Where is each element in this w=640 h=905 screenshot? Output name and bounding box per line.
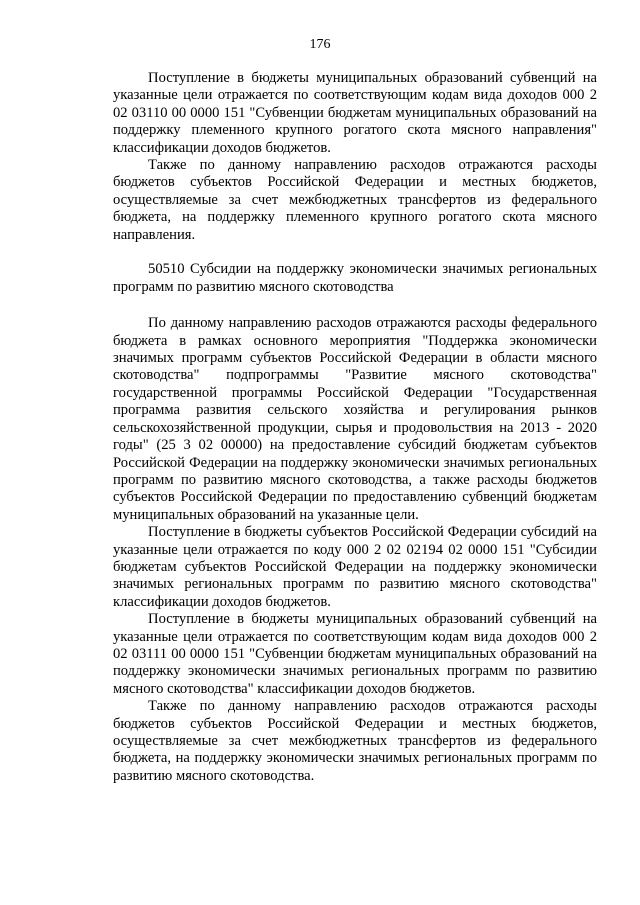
paragraph-municipal-subventions: Поступление в бюджеты муниципальных образований субвенций на указанные цели отражается по соответствующим кодам вида доходов 000 2 02 03110 00 0000 151 "Субвенции бюджетам муниципальных образований на поддержку племенного крупного рогатого скота мясного направления" классификации доходов бюджетов. <box>113 70 597 156</box>
paragraph-regional-expenses: Также по данному направлению расходов отражаются расходы бюджетов субъектов Российской Федерации и местных бюджетов, осуществляемые за счет межбюджетных трансфертов из федерального бюджета, на поддержку племенного крупного рогатого скота мясного направления. <box>113 157 597 243</box>
section-heading-50510: 50510 Субсидии на поддержку экономически значимых региональных программ по развитию мясного скотоводства <box>113 261 597 295</box>
spacer <box>113 244 597 261</box>
document-body <box>113 70 597 785</box>
paragraph-regional-subsidies: Поступление в бюджеты субъектов Российской Федерации субсидий на указанные цели отражается по коду 000 2 02 02194 02 0000 151 "Субсидии бюджетам субъектов Российской Федерации на поддержку экономически значимых региональных программ по развитию мясного скотоводства" классификации доходов бюджетов. <box>113 524 597 610</box>
paragraph-regional-expenses-2: Также по данному направлению расходов отражаются расходы бюджетов субъектов Российской Федерации и местных бюджетов, осуществляемые за счет межбюджетных трансфертов из федерального бюджета, на поддержку экономически значимых региональных программ по развитию мясного скотоводства. <box>113 698 597 784</box>
paragraph-federal-expenses: По данному направлению расходов отражаются расходы федерального бюджета в рамках основного мероприятия "Поддержка экономически значимых программ субъектов Российской Федерации в области мясного скотоводства" подпрограммы "Развитие мясного скотоводства" государственной программы Российской Федерации "Государственная программа развития сельского хозяйства и регулирования рынков сельскохозяйственной продукции, сырья и продовольствия на 2013 - 2020 годы" (25 3 02 00000) на предоставление субсидий бюджетам субъектов Российской Федерации на поддержку экономически значимых региональных программ по развитию мясного скотоводства, а также расходы бюджетов субъектов Российской Федерации по предоставлению субвенций бюджетам муниципальных образований на указанные цели. <box>113 315 597 523</box>
spacer <box>113 296 597 315</box>
paragraph-municipal-subventions-2: Поступление в бюджеты муниципальных образований субвенций на указанные цели отражается по соответствующим кодам вида доходов 000 2 02 03111 00 0000 151 "Субвенции бюджетам муниципальных образований на поддержку экономически значимых региональных программ по развитию мясного скотоводства" классификации доходов бюджетов. <box>113 611 597 697</box>
page-number: 176 <box>309 37 331 52</box>
